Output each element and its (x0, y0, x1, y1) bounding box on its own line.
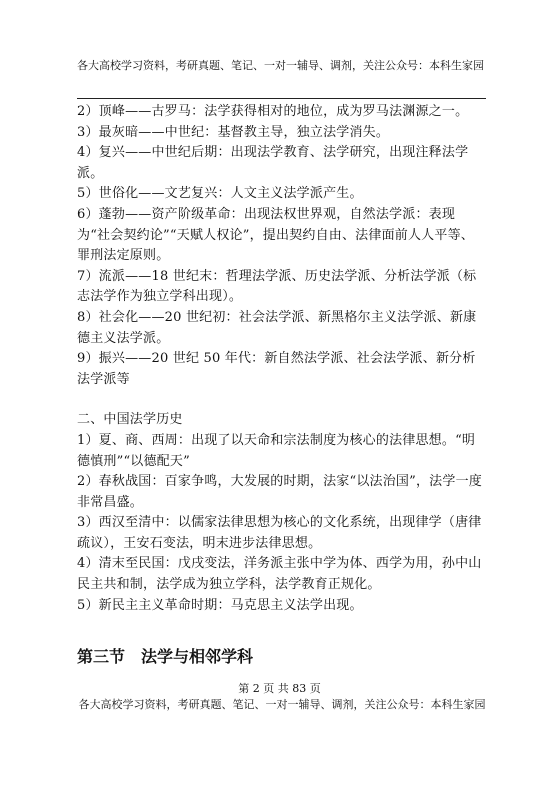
history-item-7: 7）流派——18 世纪末：哲理法学派、历史法学派、分析法学派（标志法学作为独立学科出现）。 (77, 268, 477, 305)
history-item-3: 3）最灰暗——中世纪：基督教主导，独立法学消失。 (77, 124, 390, 140)
history-item-2: 2）顶峰——古罗马：法学获得相对的地位，成为罗马法渊源之一。 (77, 104, 469, 119)
history-item-6: 6）蓬勃——资产阶级革命：出现法权世界观，自然法学派：表现为“社会契约论”“天赋人权论”，提出契约自由、法律面前人人平等、罪刑法定原则。 (77, 206, 474, 264)
history-item-5: 5）世俗化——文艺复兴：人文主义法学派产生。 (77, 186, 363, 202)
china-item-1: 1）夏、商、西周：出现了以天命和宗法制度为核心的法律思想。“明德慎刑”“以德配天” (77, 432, 476, 469)
history-item-9: 9）振兴——20 世纪 50 年代：新自然法学派、社会法学派、新分析法学派等 (77, 351, 476, 387)
china-history-heading: 二、中国法学历史 (77, 412, 183, 428)
china-item-3: 3）西汉至清中：以儒家法律思想为核心的文化系统，出现律学（唐律疏议），王安石变法，明末进步法律思想。 (77, 515, 482, 551)
china-item-2: 2）春秋战国：百家争鸣，大发展的时期，法家“以法治国”，法学一度非常昌盛。 (77, 474, 482, 510)
paragraph-gap (77, 390, 487, 410)
footer-note: 各大高校学习资料，考研真题、笔记、一对一辅导、调剂，关注公众号：本科生家园 (78, 698, 486, 711)
history-item-4: 4）复兴——中世纪后期：出现法学教育、法学研究，出现注释法学派。 (77, 145, 469, 181)
history-item-8: 8）社会化——20 世纪初：社会法学派、新黑格尔主义法学派、新康德主义法学派。 (77, 309, 477, 346)
china-item-5: 5）新民主主义革命时期：马克思主义法学出现。 (77, 597, 363, 613)
china-item-4: 4）清末至民国：戊戌变法，洋务派主张中学为体、西学为用，孙中山民主共和制，法学成为独立学科，法学教育正规化。 (77, 556, 482, 593)
section-title: 第三节 法学与相邻学科 (77, 647, 254, 666)
header-divider (77, 98, 486, 99)
page-header: 各大高校学习资料，考研真题、笔记、一对一辅导、调剂，关注公众号：本科生家园 (77, 59, 484, 72)
body-text (77, 102, 487, 616)
page-number: 第 2 页 共 83 页 (238, 682, 321, 695)
